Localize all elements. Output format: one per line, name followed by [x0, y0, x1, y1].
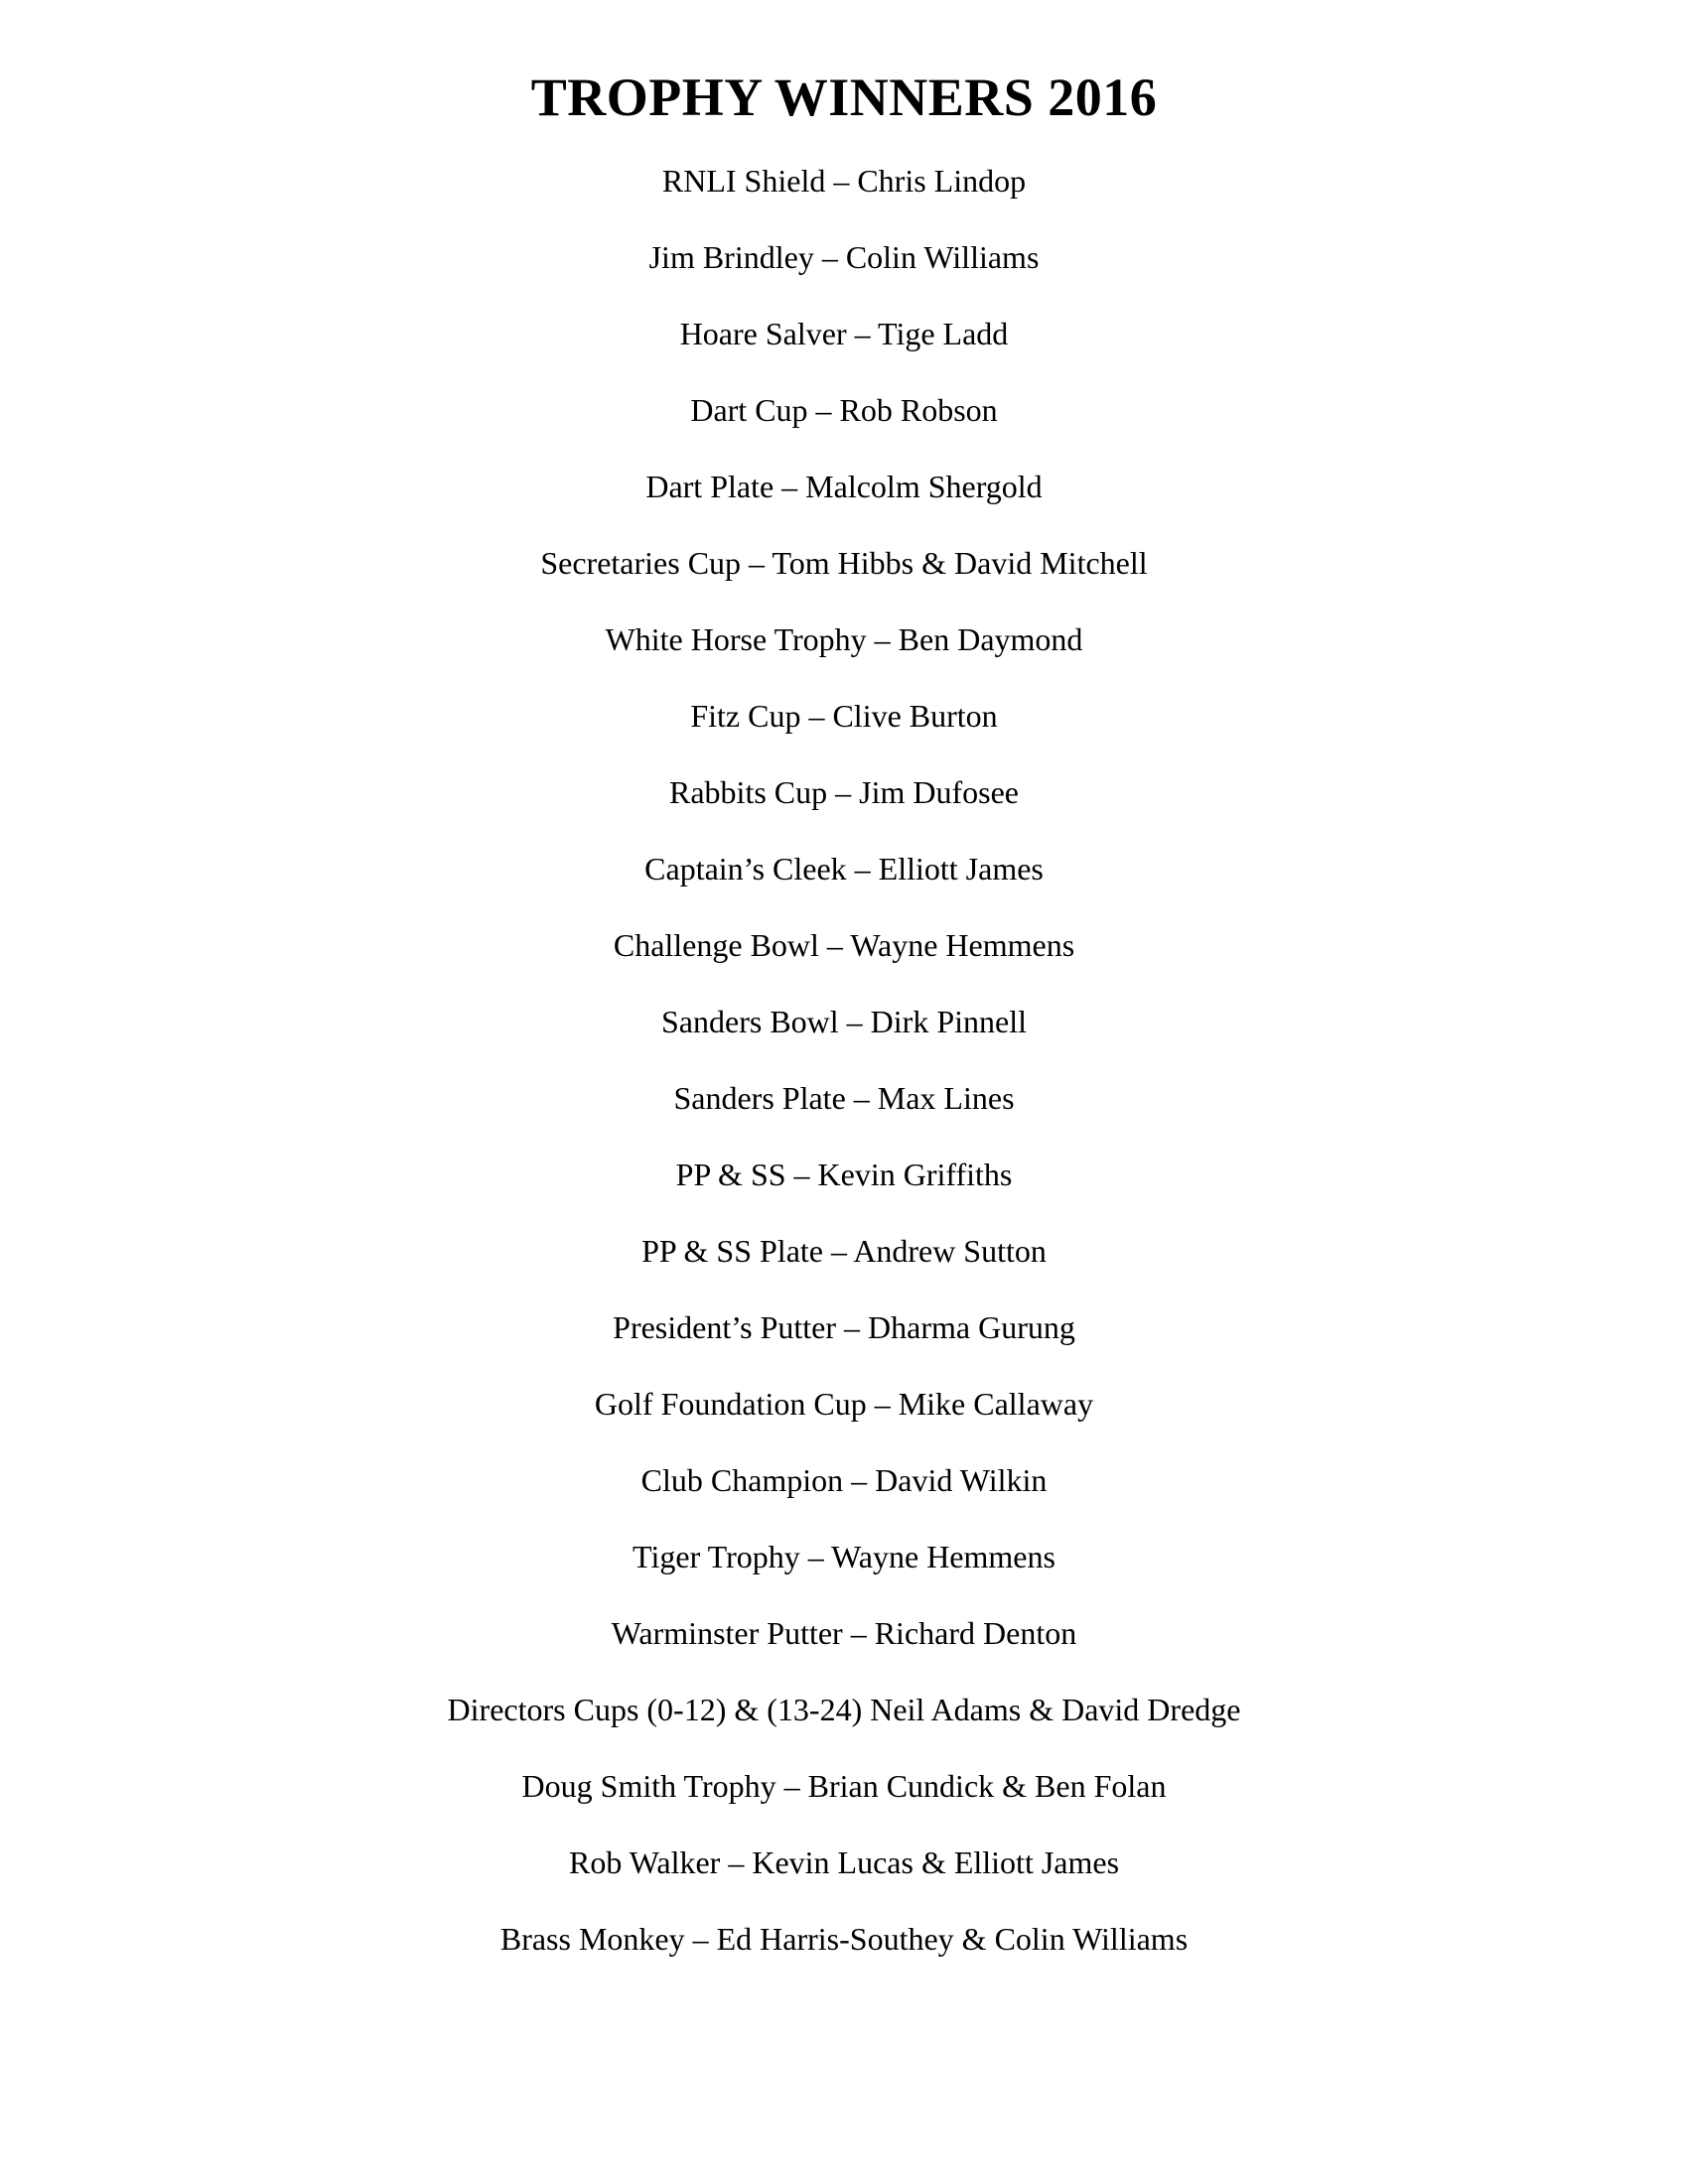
list-item: White Horse Trophy – Ben Daymond — [605, 621, 1083, 657]
list-item: Rabbits Cup – Jim Dufosee — [669, 774, 1019, 810]
list-item: Dart Cup – Rob Robson — [690, 392, 998, 428]
list-item: PP & SS – Kevin Griffiths — [675, 1157, 1013, 1192]
list-item: Rob Walker – Kevin Lucas & Elliott James — [568, 1844, 1120, 1880]
list-item: Hoare Salver – Tige Ladd — [679, 316, 1009, 351]
list-item: Warminster Putter – Richard Denton — [611, 1615, 1077, 1651]
list-item: RNLI Shield – Chris Lindop — [661, 163, 1027, 199]
list-item: Secretaries Cup – Tom Hibbs & David Mitchell — [540, 545, 1148, 581]
list-item: Tiger Trophy – Wayne Hemmens — [633, 1539, 1055, 1574]
page-title: TROPHY WINNERS 2016 — [530, 68, 1158, 127]
list-item: Sanders Bowl – Dirk Pinnell — [661, 1004, 1027, 1039]
list-item: Directors Cups (0-12) & (13-24) Neil Adams & David Dredge — [447, 1692, 1241, 1727]
list-item: Challenge Bowl – Wayne Hemmens — [613, 927, 1075, 963]
list-item: Captain’s Cleek – Elliott James — [644, 851, 1044, 887]
list-item: Sanders Plate – Max Lines — [673, 1080, 1015, 1116]
list-item: Golf Foundation Cup – Mike Callaway — [594, 1386, 1094, 1422]
list-item: Fitz Cup – Clive Burton — [690, 698, 998, 734]
trophy-winners-list — [0, 151, 1688, 1985]
list-item: Club Champion – David Wilkin — [640, 1462, 1048, 1498]
list-item: Doug Smith Trophy – Brian Cundick & Ben Folan — [521, 1768, 1167, 1804]
list-item: Dart Plate – Malcolm Shergold — [645, 469, 1043, 504]
list-item: PP & SS Plate – Andrew Sutton — [641, 1233, 1047, 1269]
list-item: President’s Putter – Dharma Gurung — [613, 1309, 1075, 1345]
list-item: Jim Brindley – Colin Williams — [648, 239, 1040, 275]
list-item: Brass Monkey – Ed Harris-Southey & Colin Williams — [499, 1921, 1189, 1957]
